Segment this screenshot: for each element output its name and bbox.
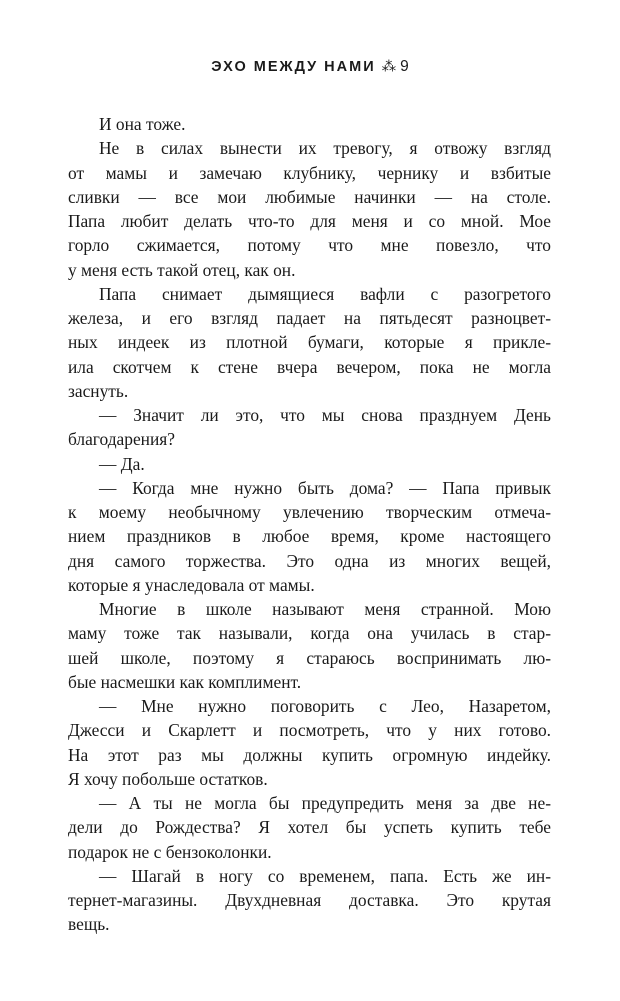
text-line: тернет-магазины. Двухдневная доставка. Это крутая	[68, 890, 551, 910]
text-line: Я хочу побольше остатков.	[68, 768, 268, 789]
text-line: к моему необычному увлечению творческим отмеча-	[68, 502, 551, 522]
page-number: 9	[400, 58, 409, 75]
paragraph-first-line: — Мне нужно поговорить с Лео, Назаретом,	[99, 696, 551, 716]
running-header	[0, 58, 620, 76]
paragraph-first-line: — А ты не могла бы предупредить меня за две не-	[99, 793, 551, 813]
text-line: дели до Рождества? Я хотел бы успеть купить тебе	[68, 817, 551, 838]
text-line: шей школе, поэтому я стараюсь воспринимать лю-	[68, 647, 551, 668]
paragraph-first-line: — Значит ли это, что мы снова празднуем День	[99, 405, 551, 425]
body-text	[68, 112, 551, 937]
text-line: подарок не с бензоколонки.	[68, 841, 272, 862]
book-title: ЭХО МЕЖДУ НАМИ	[211, 59, 376, 75]
text-line: ила скотчем к стене вчера вечером, пока не могла	[68, 356, 551, 377]
paragraph-first-line: — Да.	[99, 453, 145, 474]
text-line: маму тоже так называли, когда она училась в стар-	[68, 623, 551, 644]
text-line: заснуть.	[68, 380, 129, 401]
ornament-icon: ⁂	[381, 59, 397, 75]
text-line: На этот раз мы должны купить огромную индейку.	[68, 744, 551, 765]
text-line: благодарения?	[68, 429, 176, 450]
paragraph-first-line: Папа снимает дымящиеся вафли с разогретого	[99, 283, 551, 304]
text-line: нием праздников в любое время, кроме настоящего	[68, 526, 551, 547]
text-line: которые я унаследовала от мамы.	[68, 574, 315, 595]
text-line: от мамы и замечаю клубнику, чернику и взбитые	[68, 162, 551, 183]
text-line: сливки — все мои любимые начинки — на столе.	[68, 186, 551, 207]
text-line: бые насмешки как комплимент.	[68, 671, 302, 692]
paragraph-first-line: Многие в школе называют меня странной. Мою	[99, 599, 551, 619]
paragraph-first-line: И она тоже.	[99, 114, 186, 134]
text-line: Папа любит делать что-то для меня и со мной. Мое	[68, 211, 551, 231]
text-line: железа, и его взгляд падает на пятьдесят разноцвет-	[68, 308, 551, 328]
text-line: горло сжимается, потому что мне повезло, что	[68, 235, 551, 256]
text-line: у меня есть такой отец, как он.	[68, 259, 296, 280]
text-line: дня самого торжества. Это одна из многих вещей,	[68, 550, 551, 571]
text-line: ных индеек из плотной бумаги, которые я прикле-	[68, 332, 551, 353]
paragraph-first-line: Не в силах вынести их тревогу, я отвожу взгляд	[99, 138, 551, 159]
paragraph-first-line: — Шагай в ногу со временем, папа. Есть же ин-	[99, 865, 551, 886]
paragraph-first-line: — Когда мне нужно быть дома? — Папа привык	[99, 477, 551, 498]
text-line: Джесси и Скарлетт и посмотреть, что у них готово.	[68, 720, 551, 741]
text-line: вещь.	[68, 914, 110, 935]
